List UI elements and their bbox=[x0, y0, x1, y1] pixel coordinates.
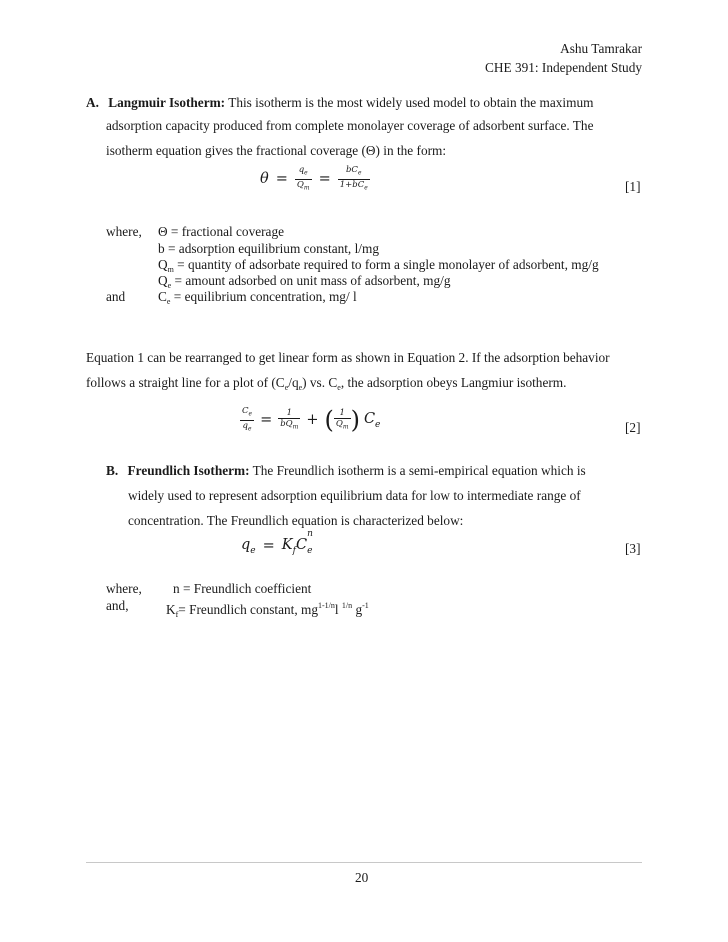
section-a-title: Langmuir Isotherm: bbox=[108, 95, 226, 110]
footer-divider bbox=[86, 862, 642, 863]
where-label-b: where, bbox=[106, 581, 142, 596]
paragraph-line-2: follows a straight line for a plot of $(C_e/q_e)$ vs. $C_e$, the adsorption obeys Langmiur isotherm. bbox=[86, 375, 567, 392]
def-n: n = Freundlich coefficient bbox=[173, 581, 312, 596]
and-label-a: and bbox=[106, 289, 126, 304]
where-label-a: where, bbox=[106, 224, 142, 239]
equation-2-number: [2] bbox=[625, 420, 641, 435]
equation-1-number: [1] bbox=[625, 179, 641, 194]
equation-2: $\frac{C_e}{q_e}$ = $\frac{1}{bQ_m}$ + ( $\frac{1}{Q_m}$ ) $C_e$ bbox=[242, 406, 381, 435]
def-b: b = adsorption equilibrium constant, l/mg bbox=[158, 241, 379, 256]
section-a-text-3: isotherm equation gives the fractional coverage (Θ) in the form: bbox=[106, 143, 447, 158]
section-b-text-2: widely used to represent adsorption equilibrium data for low to intermediate range of bbox=[128, 488, 581, 503]
section-b-text-3: concentration. The Freundlich equation is characterized below: bbox=[128, 513, 464, 528]
paragraph-line-1: Equation 1 can be rearranged to get linear form as shown in Equation 2. If the adsorption behavior bbox=[86, 350, 610, 365]
section-b-marker: B. bbox=[106, 463, 119, 478]
equation-3-number: [3] bbox=[625, 541, 641, 556]
page-number: 20 bbox=[355, 870, 369, 885]
section-a-text-1: This isotherm is the most widely used model to obtain the maximum bbox=[228, 95, 594, 110]
header-author: Ashu Tamrakar bbox=[560, 41, 642, 56]
section-a-marker: A. bbox=[86, 95, 99, 110]
def-theta: Θ = fractional coverage bbox=[158, 224, 284, 239]
def-ce: $C_e$ = equilibrium concentration, mg/ l bbox=[158, 289, 357, 306]
section-b-line-1 bbox=[106, 463, 586, 479]
def-qm: $Q_m$ = quantity of adsorbate required to form a single monolayer of adsorbent, mg/g bbox=[158, 257, 599, 274]
def-qe: $Q_e$ = amount adsorbed on unit mass of adsorbent, mg/g bbox=[158, 273, 451, 290]
equation-3: $q_e = K_fC$ n $_e$ bbox=[241, 529, 313, 556]
section-b-text-1: The Freundlich isotherm is a semi-empirical equation which is bbox=[252, 463, 586, 478]
equation-1: θ = $\frac{q_e}{Q_m}$ = $\frac{bC_e}{1+bC_e}$ bbox=[260, 165, 368, 192]
section-a-text-2: adsorption capacity produced from complete monolayer coverage of adsorbent surface. The bbox=[106, 118, 594, 133]
section-b-title: Freundlich Isotherm: bbox=[127, 463, 250, 478]
section-a-line-1 bbox=[86, 95, 593, 111]
header-course: CHE 391: Independent Study bbox=[485, 60, 642, 75]
and-label-b: and, bbox=[106, 598, 129, 613]
def-kf: $K_f=$ Freundlich constant, $mg^{1-1/n}l$ $^{1/n}$ $g^{-1}$ bbox=[166, 601, 369, 619]
